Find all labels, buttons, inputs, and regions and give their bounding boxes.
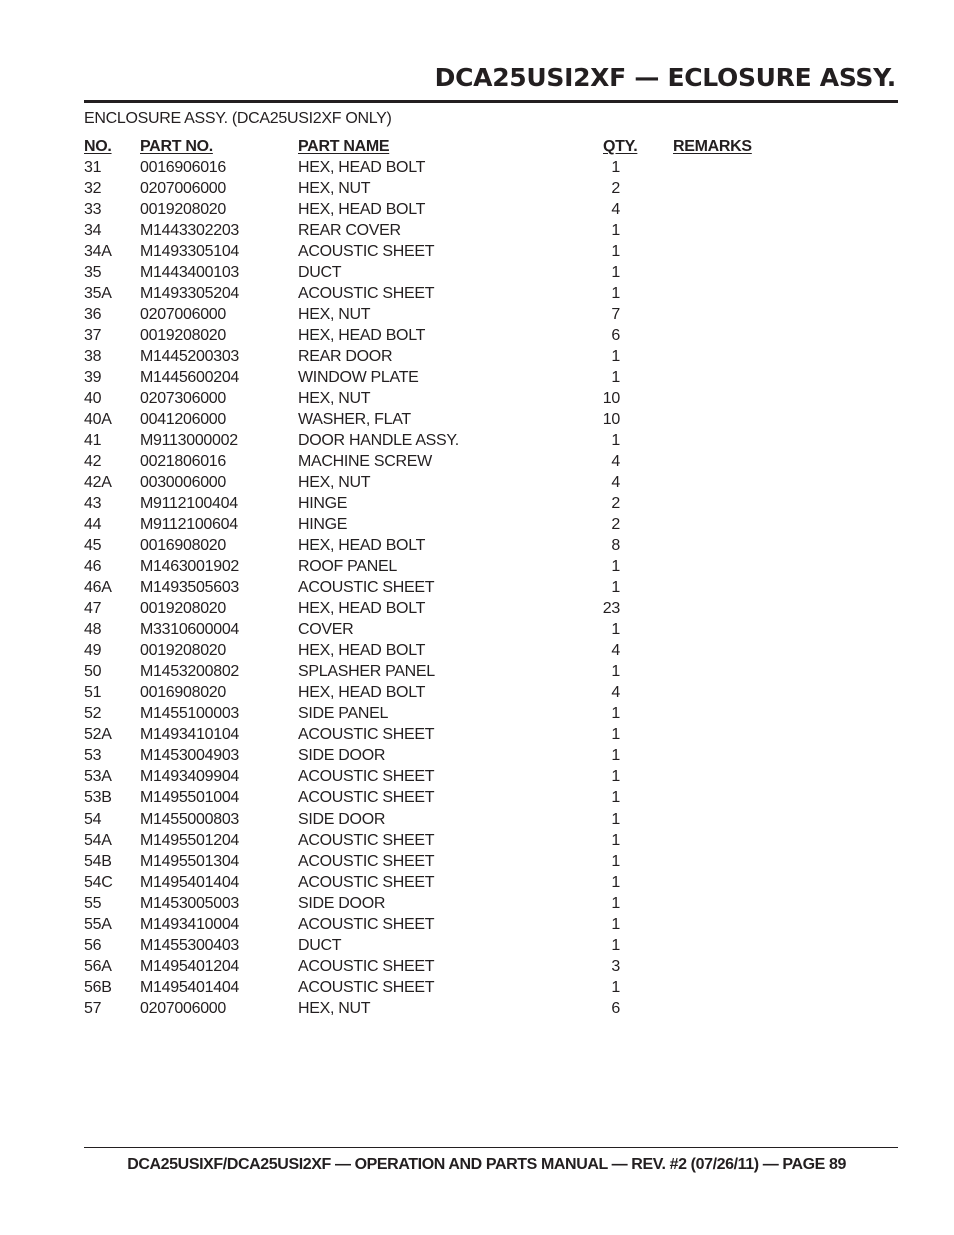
cell-no: 44: [84, 516, 102, 534]
table-row: [84, 935, 784, 956]
cell-qty: 2: [611, 495, 620, 513]
table-row: [84, 598, 784, 619]
table-row: [84, 640, 784, 661]
cell-part-name: HEX, NUT: [298, 390, 371, 408]
title-rule: [84, 100, 898, 103]
cell-part-name: SPLASHER PANEL: [298, 663, 435, 681]
cell-part-name: ACOUSTIC SHEET: [298, 852, 435, 870]
cell-qty: 3: [611, 957, 620, 975]
cell-no: 42A: [84, 474, 112, 492]
cell-part-name: HINGE: [298, 495, 348, 513]
cell-qty: 1: [611, 705, 620, 723]
cell-part-no: 0016906016: [140, 159, 226, 177]
cell-part-name: ACOUSTIC SHEET: [298, 768, 435, 786]
cell-part-name: HEX, HEAD BOLT: [298, 159, 426, 177]
cell-part-no: M1453005003: [140, 894, 240, 912]
cell-part-no: M1455100003: [140, 705, 240, 723]
table-row: [84, 346, 784, 367]
cell-part-name: SIDE DOOR: [298, 894, 386, 912]
cell-part-name: WINDOW PLATE: [298, 369, 419, 387]
footer-rule: [84, 1147, 898, 1148]
cell-part-no: M1495401404: [140, 873, 240, 891]
page-footer: DCA25USIXF/DCA25USI2XF — OPERATION AND PARTS MANUAL — REV. #2 (07/26/11) — PAGE 89: [127, 1156, 846, 1173]
cell-qty: 4: [611, 474, 620, 492]
cell-no: 31: [84, 159, 102, 177]
cell-qty: 1: [611, 579, 620, 597]
table-row: [84, 872, 784, 893]
cell-part-name: ACOUSTIC SHEET: [298, 726, 435, 744]
column-header-qty: QTY.: [603, 138, 638, 155]
table-row: [84, 809, 784, 830]
cell-qty: 1: [611, 243, 620, 261]
cell-part-name: DOOR HANDLE ASSY.: [298, 432, 459, 450]
column-header-part-name: PART NAME: [298, 138, 390, 155]
cell-qty: 1: [611, 894, 620, 912]
cell-qty: 1: [611, 936, 620, 954]
table-row: [84, 472, 784, 493]
cell-no: 57: [84, 999, 102, 1017]
cell-part-no: 0016908020: [140, 684, 226, 702]
cell-no: 52: [84, 705, 102, 723]
cell-part-no: M1495501204: [140, 831, 240, 849]
cell-part-name: ROOF PANEL: [298, 558, 397, 576]
cell-part-name: DUCT: [298, 264, 342, 282]
cell-no: 53: [84, 747, 102, 765]
cell-no: 55A: [84, 915, 112, 933]
cell-qty: 2: [611, 516, 620, 534]
table-row: [84, 325, 784, 346]
cell-part-no: M1493409904: [140, 768, 240, 786]
cell-part-no: M1495401204: [140, 957, 240, 975]
table-row: [84, 682, 784, 703]
cell-no: 56A: [84, 957, 112, 975]
table-row: [84, 304, 784, 325]
cell-part-name: HEX, NUT: [298, 999, 371, 1017]
cell-qty: 1: [611, 663, 620, 681]
table-row: [84, 619, 784, 640]
cell-part-no: M1443400103: [140, 264, 240, 282]
cell-no: 39: [84, 369, 102, 387]
cell-part-name: ACOUSTIC SHEET: [298, 831, 435, 849]
table-row: [84, 388, 784, 409]
cell-part-name: ACOUSTIC SHEET: [298, 243, 435, 261]
cell-qty: 1: [611, 768, 620, 786]
table-row: [84, 745, 784, 766]
cell-qty: 1: [611, 852, 620, 870]
parts-table: [84, 136, 784, 1019]
cell-part-name: HEX, HEAD BOLT: [298, 642, 426, 660]
table-row: [84, 977, 784, 998]
cell-part-no: 0207006000: [140, 180, 226, 198]
table-row: [84, 157, 784, 178]
cell-part-no: 0019208020: [140, 642, 226, 660]
cell-qty: 1: [611, 747, 620, 765]
cell-no: 37: [84, 327, 102, 345]
cell-no: 43: [84, 495, 102, 513]
cell-no: 56B: [84, 978, 112, 996]
table-row: [84, 535, 784, 556]
cell-part-no: 0207006000: [140, 999, 226, 1017]
cell-qty: 4: [611, 642, 620, 660]
cell-part-no: M3310600004: [140, 621, 240, 639]
cell-no: 32: [84, 180, 102, 198]
table-row: [84, 851, 784, 872]
cell-no: 40A: [84, 411, 112, 429]
cell-part-no: M1493305204: [140, 285, 240, 303]
cell-qty: 8: [611, 537, 620, 555]
cell-part-name: HEX, HEAD BOLT: [298, 327, 426, 345]
cell-part-no: 0019208020: [140, 201, 226, 219]
cell-no: 55: [84, 894, 102, 912]
cell-part-name: REAR DOOR: [298, 348, 393, 366]
cell-part-no: M9112100404: [140, 495, 238, 513]
cell-no: 51: [84, 684, 102, 702]
cell-no: 47: [84, 600, 102, 618]
table-row: [84, 661, 784, 682]
table-row: [84, 766, 784, 787]
cell-no: 40: [84, 390, 102, 408]
cell-no: 36: [84, 306, 102, 324]
cell-part-no: 0016908020: [140, 537, 226, 555]
cell-part-name: SIDE DOOR: [298, 810, 386, 828]
cell-qty: 6: [611, 327, 620, 345]
column-header-part-no: PART NO.: [140, 138, 213, 155]
cell-part-no: M1493505603: [140, 579, 240, 597]
cell-no: 46A: [84, 579, 112, 597]
table-row: [84, 409, 784, 430]
cell-qty: 1: [611, 285, 620, 303]
cell-qty: 1: [611, 621, 620, 639]
cell-part-no: M1445600204: [140, 369, 240, 387]
table-row: [84, 220, 784, 241]
table-row: [84, 199, 784, 220]
table-row: [84, 724, 784, 745]
cell-qty: 1: [611, 789, 620, 807]
cell-part-no: M1453004903: [140, 747, 240, 765]
table-row: [84, 430, 784, 451]
cell-qty: 4: [611, 453, 620, 471]
cell-no: 48: [84, 621, 102, 639]
cell-part-no: 0021806016: [140, 453, 226, 471]
table-row: [84, 283, 784, 304]
cell-part-name: HEX, HEAD BOLT: [298, 537, 426, 555]
table-row: [84, 998, 784, 1019]
cell-no: 49: [84, 642, 102, 660]
cell-part-no: M1495401404: [140, 978, 240, 996]
cell-qty: 1: [611, 348, 620, 366]
cell-no: 54: [84, 810, 102, 828]
cell-qty: 1: [611, 222, 620, 240]
cell-qty: 1: [611, 726, 620, 744]
cell-part-name: MACHINE SCREW: [298, 453, 432, 471]
table-row: [84, 556, 784, 577]
cell-part-name: HEX, NUT: [298, 474, 371, 492]
cell-part-name: WASHER, FLAT: [298, 411, 411, 429]
cell-qty: 1: [611, 873, 620, 891]
cell-qty: 1: [611, 264, 620, 282]
cell-part-no: M1493410104: [140, 726, 240, 744]
cell-part-name: COVER: [298, 621, 354, 639]
cell-part-no: M1455000803: [140, 810, 240, 828]
cell-part-name: HEX, HEAD BOLT: [298, 684, 426, 702]
cell-part-name: HEX, NUT: [298, 306, 371, 324]
cell-part-no: M1445200303: [140, 348, 240, 366]
cell-part-name: HEX, HEAD BOLT: [298, 201, 426, 219]
table-row: [84, 787, 784, 808]
column-header-no: NO.: [84, 138, 112, 155]
cell-qty: 1: [611, 159, 620, 177]
cell-part-name: ACOUSTIC SHEET: [298, 915, 435, 933]
cell-part-name: HEX, HEAD BOLT: [298, 600, 426, 618]
cell-qty: 4: [611, 684, 620, 702]
table-row: [84, 577, 784, 598]
cell-part-name: ACOUSTIC SHEET: [298, 957, 435, 975]
cell-part-no: M1455300403: [140, 936, 240, 954]
cell-no: 50: [84, 663, 102, 681]
cell-no: 53B: [84, 789, 112, 807]
cell-no: 46: [84, 558, 102, 576]
cell-qty: 1: [611, 369, 620, 387]
cell-no: 42: [84, 453, 102, 471]
cell-part-no: 0207306000: [140, 390, 226, 408]
cell-part-name: ACOUSTIC SHEET: [298, 789, 435, 807]
cell-no: 52A: [84, 726, 112, 744]
cell-part-no: M1453200802: [140, 663, 240, 681]
table-row: [84, 893, 784, 914]
cell-part-no: M1493410004: [140, 915, 240, 933]
cell-no: 41: [84, 432, 102, 450]
cell-no: 45: [84, 537, 102, 555]
cell-qty: 6: [611, 999, 620, 1017]
cell-part-no: 0207006000: [140, 306, 226, 324]
cell-part-name: REAR COVER: [298, 222, 401, 240]
cell-part-name: SIDE PANEL: [298, 705, 389, 723]
table-body: [84, 157, 784, 1019]
cell-part-name: ACOUSTIC SHEET: [298, 579, 435, 597]
column-header-remarks: REMARKS: [673, 138, 752, 155]
cell-qty: 10: [602, 411, 620, 429]
table-row: [84, 241, 784, 262]
cell-qty: 7: [611, 306, 620, 324]
cell-no: 38: [84, 348, 102, 366]
page-title: DCA25USI2XF — ECLOSURE ASSY.: [434, 63, 896, 92]
cell-no: 54C: [84, 873, 113, 891]
cell-no: 54A: [84, 831, 112, 849]
cell-qty: 1: [611, 915, 620, 933]
cell-part-no: 0019208020: [140, 327, 226, 345]
cell-part-no: 0030006000: [140, 474, 226, 492]
cell-no: 56: [84, 936, 102, 954]
table-row: [84, 514, 784, 535]
table-row: [84, 262, 784, 283]
cell-qty: 1: [611, 831, 620, 849]
cell-qty: 2: [611, 180, 620, 198]
cell-part-no: M1495501004: [140, 789, 240, 807]
cell-part-no: 0019208020: [140, 600, 226, 618]
cell-qty: 23: [602, 600, 620, 618]
cell-part-name: HEX, NUT: [298, 180, 371, 198]
cell-part-name: DUCT: [298, 936, 342, 954]
cell-part-no: M1463001902: [140, 558, 240, 576]
cell-no: 34: [84, 222, 102, 240]
cell-part-name: ACOUSTIC SHEET: [298, 978, 435, 996]
cell-part-no: M1493305104: [140, 243, 240, 261]
table-row: [84, 493, 784, 514]
cell-qty: 10: [602, 390, 620, 408]
cell-no: 35A: [84, 285, 112, 303]
cell-part-no: M1443302203: [140, 222, 240, 240]
cell-no: 33: [84, 201, 102, 219]
cell-no: 35: [84, 264, 102, 282]
table-row: [84, 956, 784, 977]
cell-part-no: 0041206000: [140, 411, 226, 429]
table-header-row: [84, 136, 784, 157]
cell-part-no: M9112100604: [140, 516, 238, 534]
cell-part-name: ACOUSTIC SHEET: [298, 873, 435, 891]
cell-part-no: M1495501304: [140, 852, 240, 870]
cell-qty: 1: [611, 432, 620, 450]
cell-qty: 4: [611, 201, 620, 219]
cell-no: 53A: [84, 768, 112, 786]
table-row: [84, 703, 784, 724]
table-row: [84, 178, 784, 199]
cell-part-no: M9113000002: [140, 432, 238, 450]
cell-part-name: ACOUSTIC SHEET: [298, 285, 435, 303]
cell-no: 34A: [84, 243, 112, 261]
cell-part-name: HINGE: [298, 516, 348, 534]
cell-qty: 1: [611, 810, 620, 828]
table-row: [84, 830, 784, 851]
table-row: [84, 367, 784, 388]
section-heading: ENCLOSURE ASSY. (DCA25USI2XF ONLY): [84, 110, 392, 127]
cell-part-name: SIDE DOOR: [298, 747, 386, 765]
cell-no: 54B: [84, 852, 112, 870]
table-row: [84, 451, 784, 472]
cell-qty: 1: [611, 978, 620, 996]
cell-qty: 1: [611, 558, 620, 576]
table-row: [84, 914, 784, 935]
